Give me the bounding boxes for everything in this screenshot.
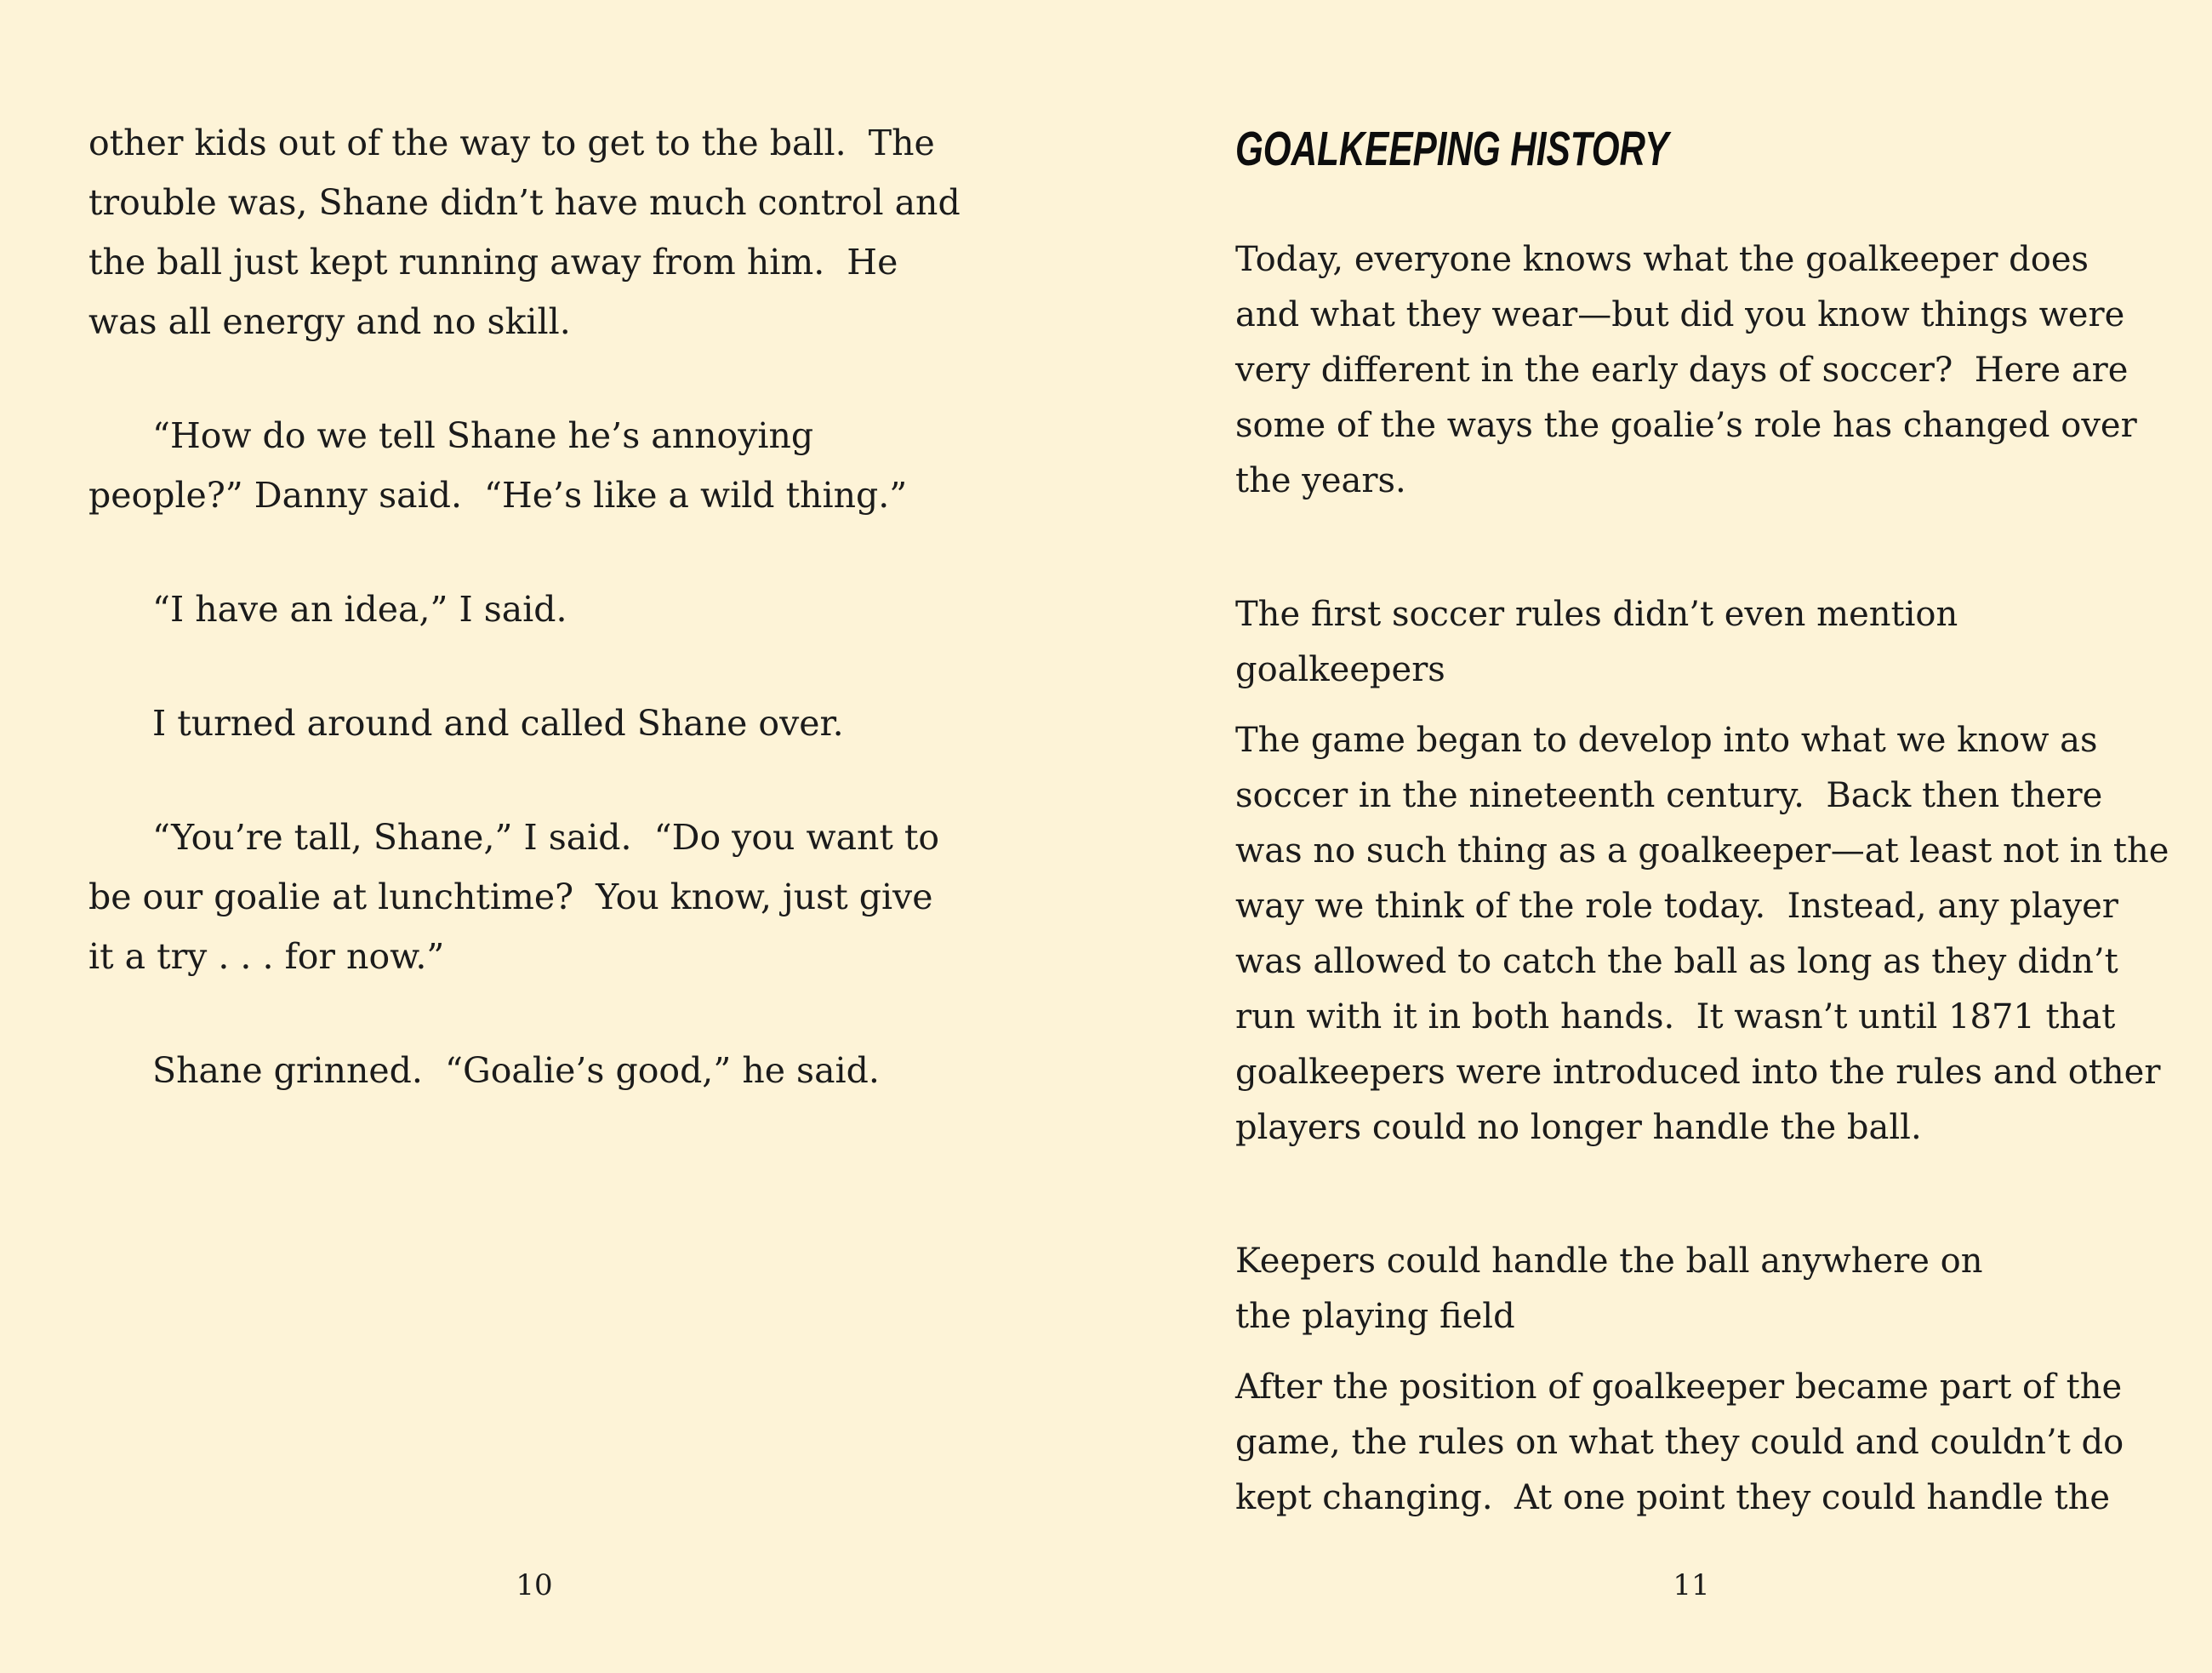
text-line: the ball just kept running away from him. He bbox=[88, 242, 898, 283]
subheading bbox=[1235, 1234, 2137, 1345]
text-line: be our goalie at lunchtime? You know, just give bbox=[88, 876, 933, 917]
text-line: it a try . . . for now.” bbox=[88, 936, 445, 977]
text-line: goalkeepers were introduced into the rules and other bbox=[1235, 1053, 2161, 1092]
text-line: the years. bbox=[1235, 461, 1406, 500]
text-line: game, the rules on what they could and couldn’t do bbox=[1235, 1423, 2124, 1462]
text-line: Today, everyone knows what the goalkeeper does bbox=[1235, 240, 2089, 279]
page-number-right: 11 bbox=[1673, 1568, 1710, 1602]
text-line: very different in the early days of soccer? Here are bbox=[1235, 351, 2129, 390]
paragraph bbox=[1235, 232, 2137, 509]
section-heading: GOALKEEPING HISTORY bbox=[1235, 122, 1669, 176]
text-line: way we think of the role today. Instead, any player bbox=[1235, 887, 2118, 926]
left-page-text-column bbox=[88, 113, 1041, 1155]
text-line: kept changing. At one point they could handle the bbox=[1235, 1478, 2111, 1517]
text-line: After the position of goalkeeper became part of the bbox=[1235, 1368, 2123, 1407]
text-line: “You’re tall, Shane,” I said. “Do you want to bbox=[152, 817, 940, 858]
subheading bbox=[1235, 587, 2137, 698]
paragraph bbox=[88, 580, 1041, 639]
text-line: was no such thing as a goalkeeper—at least not in the bbox=[1235, 831, 2169, 871]
paragraph bbox=[88, 406, 1041, 525]
paragraph bbox=[1235, 713, 2169, 1156]
text-line: was allowed to catch the ball as long as they didn’t bbox=[1235, 942, 2118, 981]
text-line: some of the ways the goalie’s role has changed over bbox=[1235, 406, 2137, 445]
paragraph bbox=[88, 113, 1041, 351]
paragraph bbox=[88, 808, 1041, 986]
text-line: “I have an idea,” I said. bbox=[152, 589, 567, 630]
text-line: Keepers could handle the ball anywhere on bbox=[1235, 1242, 1983, 1281]
text-line: was all energy and no skill. bbox=[88, 301, 571, 342]
right-page-body bbox=[1235, 232, 2169, 1526]
paragraph bbox=[1235, 1360, 2137, 1526]
text-line: goalkeepers bbox=[1235, 650, 1445, 689]
paragraph bbox=[88, 694, 1041, 753]
text-line: The game began to develop into what we know as bbox=[1235, 721, 2098, 760]
text-line: Shane grinned. “Goalie’s good,” he said. bbox=[152, 1050, 880, 1091]
text-line: trouble was, Shane didn’t have much control and bbox=[88, 182, 961, 223]
text-line: The first soccer rules didn’t even mention bbox=[1235, 595, 1958, 634]
text-line: players could no longer handle the ball. bbox=[1235, 1108, 1922, 1147]
text-line: run with it in both hands. It wasn’t until 1871 that bbox=[1235, 997, 2116, 1036]
text-line: the playing field bbox=[1235, 1297, 1515, 1336]
text-line: and what they wear—but did you know things were bbox=[1235, 295, 2125, 334]
text-line: people?” Danny said. “He’s like a wild thing.” bbox=[88, 475, 908, 516]
page-number-left: 10 bbox=[516, 1568, 553, 1602]
text-line: other kids out of the way to get to the ball. The bbox=[88, 123, 935, 163]
paragraph bbox=[88, 1041, 1041, 1100]
text-line: I turned around and called Shane over. bbox=[152, 703, 844, 744]
right-page-text-column bbox=[1235, 122, 2169, 1526]
text-line: “How do we tell Shane he’s annoying bbox=[152, 415, 814, 456]
text-line: soccer in the nineteenth century. Back then there bbox=[1235, 776, 2103, 815]
